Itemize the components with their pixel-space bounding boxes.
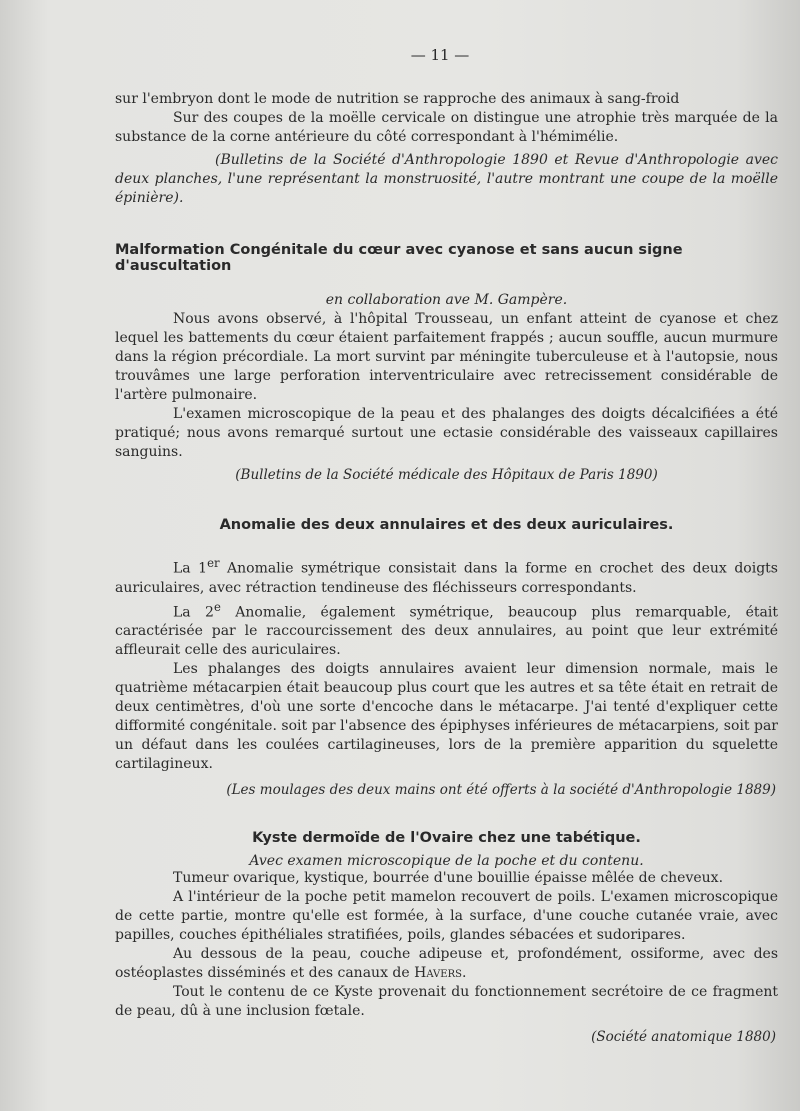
section-heading: Kyste dermoïde de l'Ovaire chez une tabétique. [252, 830, 641, 847]
paragraph [115, 554, 778, 598]
paragraph-text: Anomalie symétrique consistait dans la forme en crochet des deux doigts auriculaires, avec rétraction tendineuse des fléchisseurs correspondants. [115, 560, 778, 596]
paragraph: L'examen microscopique de la peau et des phalanges des doigts décalcifiées a été pratiqué; nous avons remarqué surtout une ectasie considérable des vaisseaux capillaires sanguins. [115, 406, 778, 460]
paragraph: Nous avons observé, à l'hôpital Trousseau, un enfant atteint de cyanose et chez lequel les battements du cœur étaient parfaitement frappés ; aucun souffle, aucun murmure dans la région précordiale. La mort survint par méningite tuberculeuse et à l'autopsie, nous trouvâmes une large perforation interventriculaire avec retrecissement considérable de l'artère pulmonaire. [115, 311, 778, 403]
bibliographic-reference: (Bulletins de la Société médicale des Hôpitaux de Paris 1890) [235, 467, 658, 483]
paragraph: Les phalanges des doigts annulaires avaient leur dimension normale, mais le quatrième métacarpien était beaucoup plus court que les autres et sa tête était en retrait de deux centimètres, d'où une sorte d'encoche dans le métacarpe. J'ai tenté d'expliquer cette difformité congénitale. soit par l'absence des épiphyses inférieures de métacarpiens, soit par un défaut dans les coulées cartilagineuses, lors de la première apparition du squelette cartilagineux. [115, 661, 778, 773]
ordinal-suffix: er [207, 556, 220, 570]
paragraph [115, 945, 778, 983]
paragraph: sur l'embryon dont le mode de nutrition se rapproche des animaux à sang-froid [115, 91, 680, 107]
paragraph-text: Anomalie, également symétrique, beaucoup plus remarquable, était caractérisée par le raccourcissement des deux annulaires, au point que leur extrémité affleurait celle des auriculaires. [115, 604, 778, 659]
paragraph: Tout le contenu de ce Kyste provenait du fonctionnement secrétoire de ce fragment de peau, dû à une inclusion fœtale. [115, 984, 778, 1020]
bibliographic-reference: (Société anatomique 1880) [591, 1029, 776, 1046]
bibliographic-reference: (Les moulages des deux mains ont été offerts à la société d'Anthropologie 1889) [226, 782, 776, 799]
bibliographic-reference: (Bulletins de la Société d'Anthropologie 1890 et Revue d'Anthropologie avec deux planches, l'une représentant la monstruosité, l'autre montrant une coupe de la moëlle épinière). [115, 152, 778, 206]
paragraph: Sur des coupes de la moëlle cervicale on distingue une atrophie très marquée de la substance de la corne antérieure du côté correspondant à l'hémimélie. [115, 110, 778, 145]
paragraph-text: . [461, 965, 467, 982]
paragraph [115, 598, 778, 661]
paragraph: Tumeur ovarique, kystique, bourrée d'une bouillie épaisse mêlée de cheveux. [173, 870, 724, 887]
page-number: — 11 — [410, 46, 470, 64]
section-heading: Anomalie des deux annulaires et des deux auriculaires. [219, 517, 674, 533]
proper-name: Havers [414, 965, 462, 982]
ordinal: La 1 [173, 560, 208, 577]
ordinal: La 2 [173, 604, 214, 621]
section-subtitle: Avec examen microscopique de la poche et du contenu. [249, 853, 644, 870]
paragraph: A l'intérieur de la poche petit mamelon recouvert de poils. L'examen microscopique de cette partie, montre qu'elle est formée, à la surface, d'une couche cutanée vraie, avec papilles, couches épithéliales stratifiées, poils, glandes sébacées et sudoripares. [115, 889, 778, 944]
page-content [115, 90, 778, 1047]
section-heading: Malformation Congénitale du cœur avec cyanose et sans aucun signe d'auscultation [115, 242, 683, 274]
paragraph-text: Au dessous de la peau, couche adipeuse et, profondément, ossiforme, avec des ostéoplastes disséminés et des canaux de [115, 946, 778, 982]
ordinal-suffix: e [213, 599, 221, 614]
section-subtitle: en collaboration ave M. Gampère. [325, 292, 568, 308]
